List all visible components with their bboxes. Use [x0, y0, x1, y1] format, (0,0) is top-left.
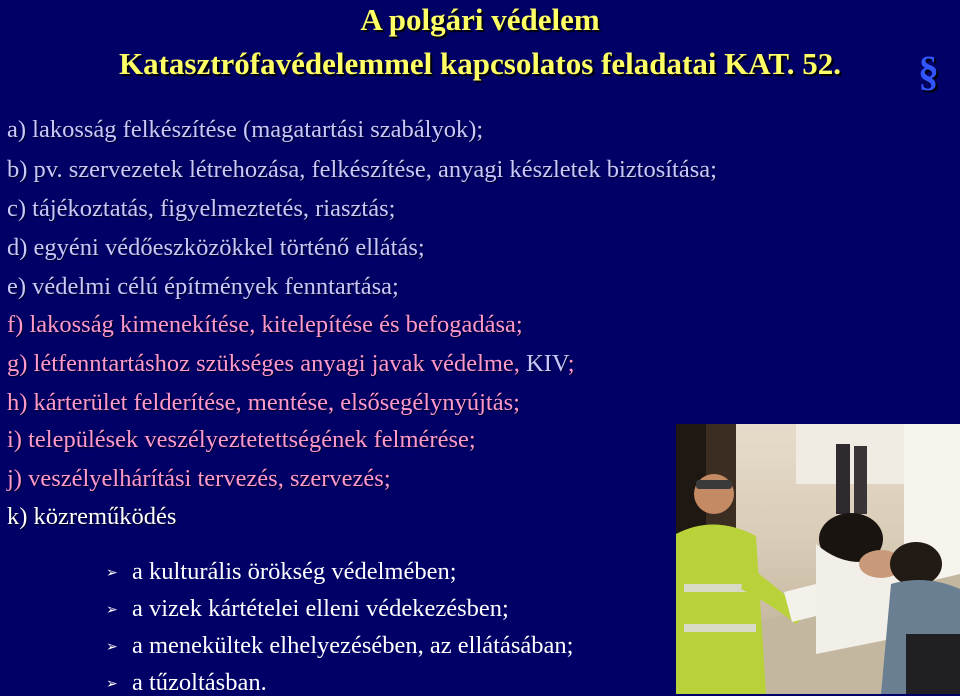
rescue-workers-photo	[676, 424, 960, 694]
item-a: a) lakosság felkészítése (magatartási szabályok);	[7, 116, 484, 143]
arrow-bullet-icon: ➢	[106, 676, 118, 692]
slide-title-line2: Katasztrófavédelemmel kapcsolatos feladatai KAT. 52.	[118, 46, 842, 81]
item-k: k) közreműködés	[7, 503, 177, 530]
item-g	[7, 352, 575, 377]
paragraph-sign-icon: §	[918, 49, 939, 95]
rescue-workers-illustration	[676, 424, 960, 694]
bullet-item	[108, 560, 457, 585]
item-b: b) pv. szervezetek létrehozása, felkészítése, anyagi készletek biztosítása;	[7, 156, 717, 183]
item-d: d) egyéni védőeszközökkel történő ellátás;	[7, 234, 425, 261]
arrow-bullet-icon: ➢	[106, 602, 118, 618]
item-i: i) települések veszélyeztetettségének felmérése;	[7, 426, 476, 453]
item-j: j) veszélyelhárítási tervezés, szervezés;	[7, 465, 391, 492]
bullet-text: a menekültek elhelyezésében, az ellátásában;	[132, 632, 574, 659]
bullet-item	[108, 634, 573, 659]
bullet-item	[108, 597, 509, 622]
slide-title-line1: A polgári védelem	[360, 2, 600, 37]
item-h: h) kárterület felderítése, mentése, elsősegélynyújtás;	[7, 389, 520, 416]
item-g-end: ;	[567, 350, 575, 377]
bullet-text: a tűzoltásban.	[132, 669, 267, 696]
bullet-item	[108, 671, 267, 696]
item-g-text: g) létfenntartáshoz szükséges anyagi javak védelme,	[7, 350, 527, 377]
bullet-text: a vizek kártételei elleni védekezésben;	[132, 595, 509, 622]
item-g-kiv: KIV	[526, 350, 568, 377]
item-e: e) védelmi célú építmények fenntartása;	[7, 273, 399, 300]
arrow-bullet-icon: ➢	[106, 565, 118, 581]
item-c: c) tájékoztatás, figyelmeztetés, riasztás;	[7, 195, 396, 222]
bullet-text: a kulturális örökség védelmében;	[132, 558, 457, 585]
arrow-bullet-icon: ➢	[106, 639, 118, 655]
item-f: f) lakosság kimenekítése, kitelepítése és befogadása;	[7, 311, 523, 338]
